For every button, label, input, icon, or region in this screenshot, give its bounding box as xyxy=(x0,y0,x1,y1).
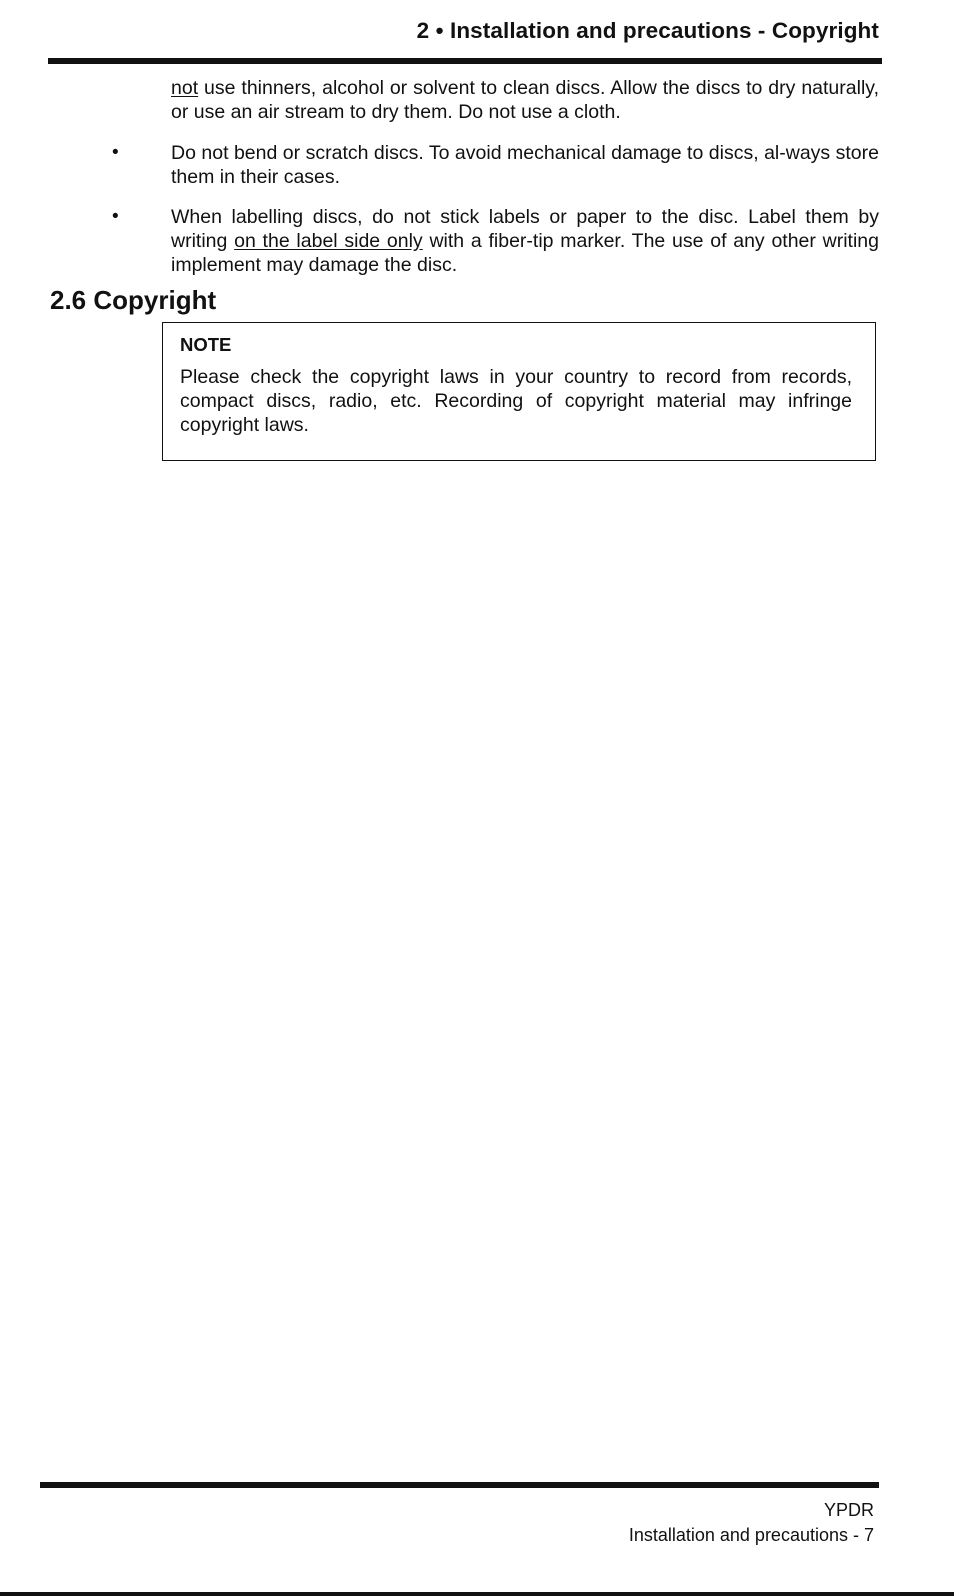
underlined-word: not xyxy=(171,77,199,99)
header-rule xyxy=(48,58,882,64)
bullet-text: Do not bend or scratch discs. To avoid mechanical damage to discs, al-ways store them in their cases. xyxy=(171,142,879,188)
bullet-text-before: When labelling discs, do not stick labels or paper to the disc. Label them by writing xyxy=(171,206,879,252)
page-header-title: 2 • Installation and precautions - Copyright xyxy=(416,18,879,43)
bullet-dot: • xyxy=(112,142,119,163)
bullet-dot: • xyxy=(112,206,119,227)
note-text: Please check the copyright laws in your country to record from records, compact discs, radio, etc. Recording of copyright material may infringe copyright laws. xyxy=(180,366,852,436)
underlined-phrase: on the label side only xyxy=(234,230,423,252)
footer-rule xyxy=(40,1482,879,1488)
page-edge-rule xyxy=(0,1592,954,1596)
footer-product-code: YPDR xyxy=(823,1500,874,1520)
note-box xyxy=(162,322,876,461)
bullet-text xyxy=(171,205,879,277)
note-title: NOTE xyxy=(180,334,232,355)
bullet-text-after: with a fiber-tip marker. The use of any other writing implement may damage the disc. xyxy=(171,230,879,276)
section-heading: 2.6 Copyright xyxy=(50,285,217,315)
footer-page-label: Installation and precautions - 7 xyxy=(628,1525,874,1545)
paragraph-text: use thinners, alcohol or solvent to clean discs. Allow the discs to dry naturally, or use an air stream to dry them. Do not use a cloth. xyxy=(171,77,879,123)
continued-paragraph xyxy=(171,76,879,124)
